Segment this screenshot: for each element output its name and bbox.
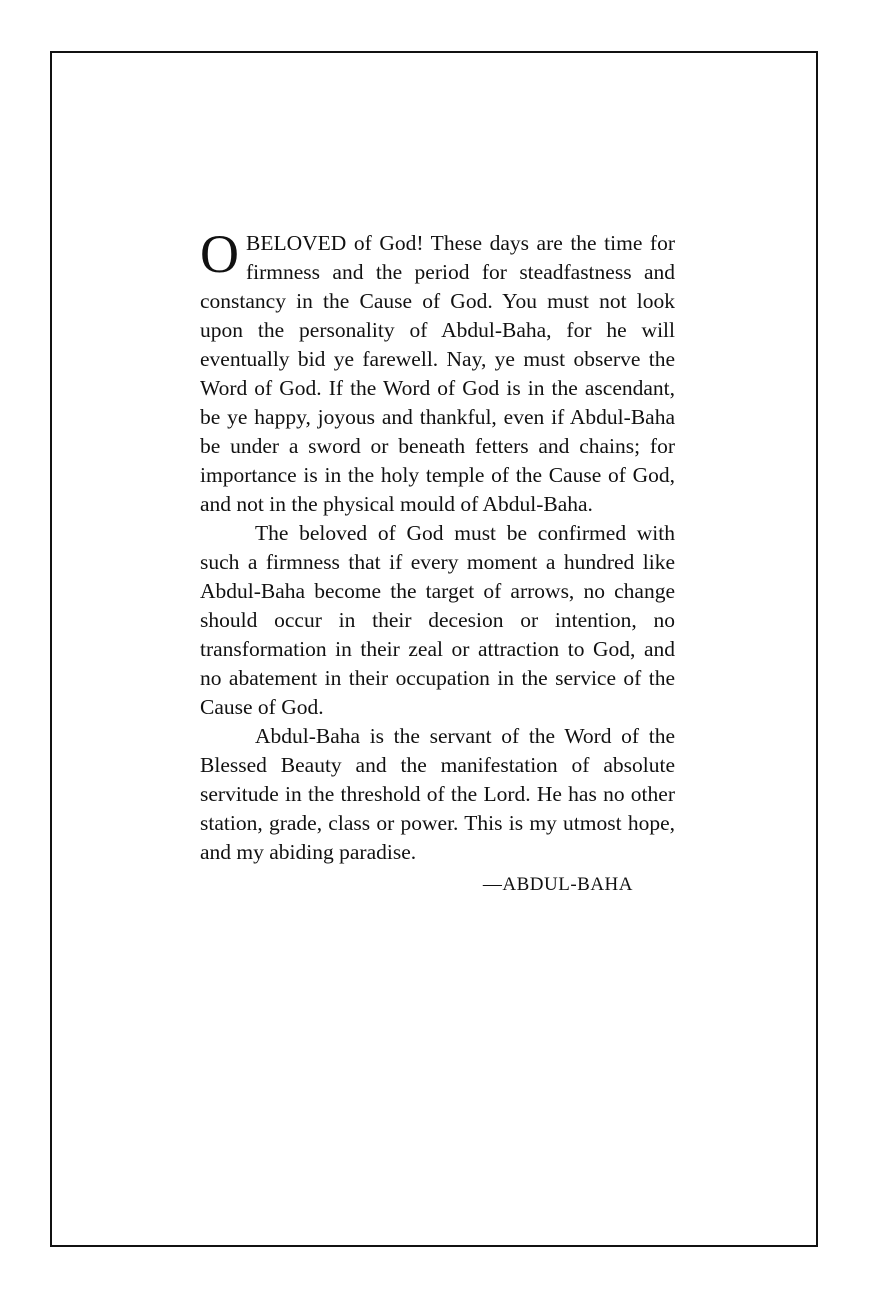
signature: —ABDUL-BAHA [482,874,633,895]
paragraph-1 [200,224,675,519]
paragraph-2: The beloved of God must be confirmed with such a firmness that if every moment a hundred like Abdul-Baha become the target of arrows, no change should occur in their decesion or intention, no transformation in their zeal or attraction to God, and no abatement in their occupation in the service of the Cause of God. [200,521,675,719]
drop-cap: O [200,224,239,284]
paragraph-3: Abdul-Baha is the servant of the Word of the Blessed Beauty and the manifestation of absolute servitude in the threshold of the Lord. He has no other station, grade, class or power. This is my utmost hope, and my abiding paradise. [200,724,675,864]
paragraph-1-text: BELOVED of God! These days are the time for firmness and the period for steadfastness and constancy in the Cause of God. You must not look upon the personality of Abdul-Baha, for he will eventually bid ye farewell. Nay, ye must observe the Word of God. If the Word of God is in the ascendant, be ye happy, joyous and thankful, even if Abdul-Baha be under a sword or beneath fetters and chains; for importance is in the holy temple of the Cause of God, and not in the physical mould of Abdul-Baha. [200,231,675,516]
body-text [200,224,675,899]
